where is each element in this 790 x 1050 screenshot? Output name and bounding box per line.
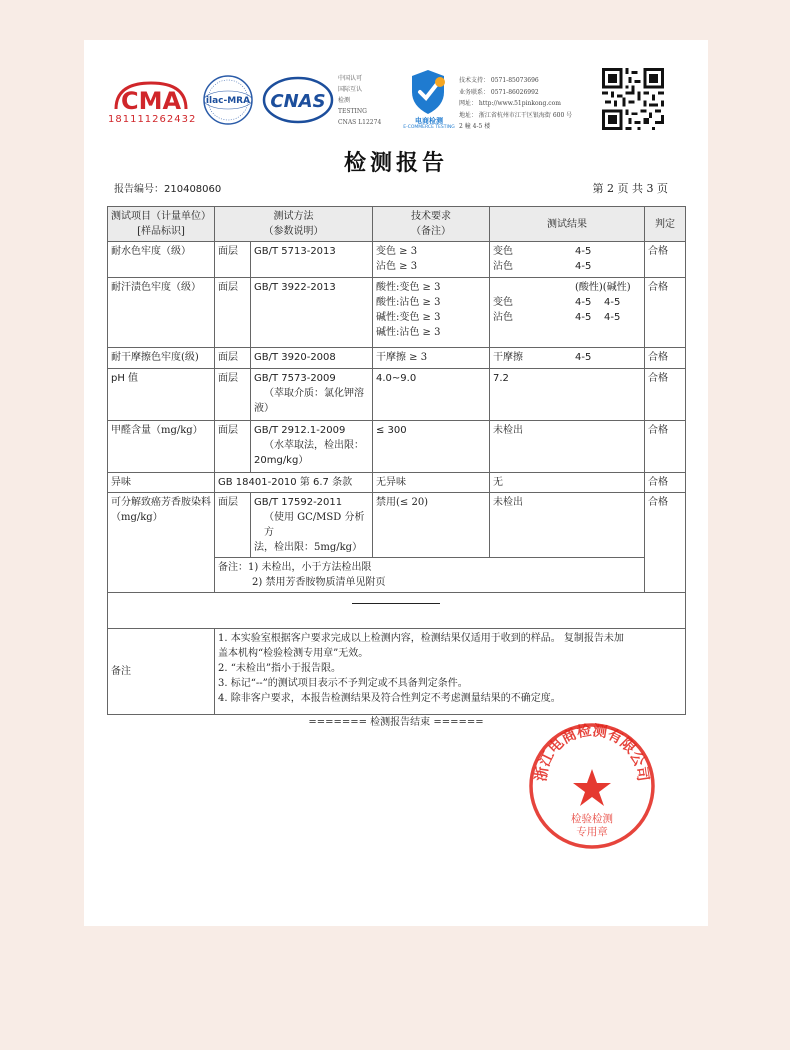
header-method: 测试方法 （参数说明） xyxy=(215,207,373,242)
ilac-text: ilac-MRA xyxy=(205,96,251,106)
report-number: 报告编号：210408060 xyxy=(114,184,222,195)
cnas-text: CNAS xyxy=(270,91,326,112)
table-row: 可分解致癌芳香胺染料（mg/kg） 面层 GB/T 17592-2011 （使用 GC/MSD 分析方 法，检出限：5mg/kg） 禁用(≤ 20) 未检出 合格 xyxy=(108,493,686,558)
shield-check-icon xyxy=(408,68,448,116)
header-judgement: 判定 xyxy=(645,207,686,242)
header-requirement: 技术要求 （备注） xyxy=(373,207,490,242)
table-row: 耐水色牢度（级） 面层 GB/T 5713-2013 变色 ≥ 3 沾色 ≥ 3 变色 4-5 沾色 4-5 合格 xyxy=(108,242,686,278)
inner-notes-row: 备注：1) 未检出，小于方法检出限 2) 禁用芳香胺物质清单见附页 xyxy=(108,558,686,593)
remarks-row xyxy=(108,629,686,715)
table-row: 耐干摩擦色牢度(级) 面层 GB/T 3920-2008 干摩擦 ≥ 3 干摩擦 4-5 合格 xyxy=(108,348,686,369)
company-seal xyxy=(527,721,657,851)
table-row: 甲醛含量（mg/kg） 面层 GB/T 2912.1-2009 （水萃取法，检出限： 20mg/kg） ≤ 300 未检出 合格 xyxy=(108,421,686,473)
page-indicator: 第 2 页 共 3 页 xyxy=(592,182,668,195)
svg-text:专用章: 专用章 xyxy=(576,826,608,838)
blank-row xyxy=(108,593,686,629)
remarks-label: 备注 xyxy=(108,629,215,715)
cnas-logo xyxy=(262,74,334,126)
svg-text:浙江电商检测有限公司: 浙江电商检测有限公司 xyxy=(532,722,652,783)
svg-text:检验检测: 检验检测 xyxy=(571,813,613,825)
table-row: 耐汗渍色牢度（级） 面层 GB/T 3922-2013 酸性:变色 ≥ 3 酸性:沾色 ≥ 3 碱性:变色 ≥ 3 碱性:沾色 ≥ 3 (酸性)(碱性) 变色 4-5 4-5 沾色 4-5 4-5 合格 xyxy=(108,278,686,348)
remarks-content: 1. 本实验室根据客户要求完成以上检测内容，检测结果仅适用于收到的样品。 复制报告未加 盖本机构“检验检测专用章”无效。 2. “未检出”指小于报告限。 3. 标记“--”的测试项目表示不予判定或不具备判定条件。 4. 除非客户要求，本报告检测结果及符合性判定不考虑测量结果的不确定度。 xyxy=(215,629,686,715)
cma-number: 181111262432 xyxy=(108,114,197,125)
table-header xyxy=(108,207,686,242)
cma-text: CMA xyxy=(120,87,182,115)
results-table xyxy=(107,206,686,715)
ilac-mra-logo xyxy=(202,74,254,126)
report-end-marker: ======= 检测报告结束 ====== xyxy=(308,717,484,728)
header-item: 测试项目（计量单位） [样品标识] xyxy=(108,207,215,242)
eco-logo-cn: 电商检测 xyxy=(415,117,443,125)
report-page xyxy=(84,40,708,926)
table-row: pH 值 面层 GB/T 7573-2009 （萃取介质：氯化钾溶 液） 4.0~9.0 7.2 合格 xyxy=(108,369,686,421)
header-result: 测试结果 xyxy=(490,207,645,242)
report-title: 检测报告 xyxy=(343,150,448,176)
divider xyxy=(352,603,440,604)
qr-code[interactable] xyxy=(602,68,664,130)
table-row: 异味 GB 18401-2010 第 6.7 条款 无异味 无 合格 xyxy=(108,473,686,493)
cnas-accreditation-text: 中国认可 国际互认 检测 TESTING CNAS L12274 xyxy=(338,75,382,126)
contact-info: 技术支持： 0571-85073696 业务联系： 0571-86026992 网址： http://www.51pinkong.com 地址： 浙江省杭州市江干区银海街 600 号 2 幢 4-5 楼 xyxy=(459,77,573,130)
eco-logo-en: E-COMMERCE TESTING xyxy=(403,125,455,130)
